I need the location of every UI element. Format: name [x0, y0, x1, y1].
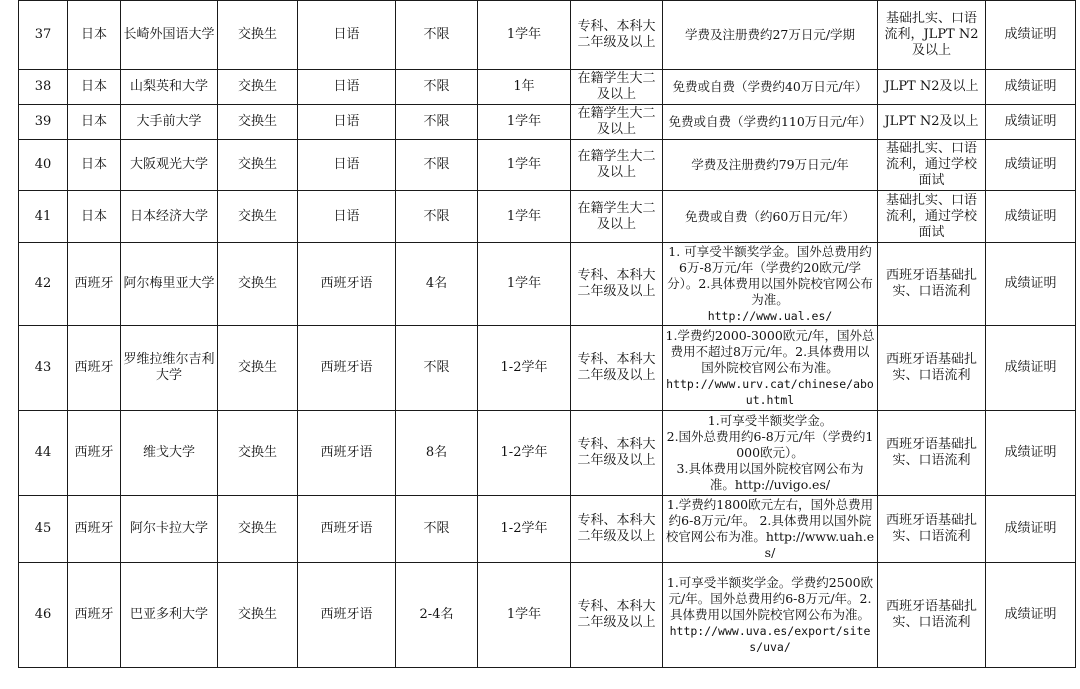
- cell-number: 41: [19, 191, 68, 243]
- cell-quota: 不限: [396, 140, 478, 191]
- cell-materials: 成绩证明: [986, 326, 1076, 411]
- cell-language: 日语: [298, 70, 396, 105]
- cell-quota: 不限: [396, 326, 478, 411]
- cell-number: 40: [19, 140, 68, 191]
- cell-country: 西班牙: [68, 411, 121, 496]
- cell-materials: 成绩证明: [986, 563, 1076, 668]
- cell-fees: [663, 105, 878, 140]
- cell-language-requirement: JLPT N2及以上: [878, 70, 986, 105]
- cell-number: 43: [19, 326, 68, 411]
- fee-line: 1.可享受半额奖学金。: [707, 413, 833, 428]
- cell-materials: 成绩证明: [986, 411, 1076, 496]
- cell-country: 日本: [68, 140, 121, 191]
- fee-line: 1. 可享受半额奖学金。国外总费用约6万-8万元/年（学费约20欧元/学分）。2.具体费用以国外院校官网公布为准。: [667, 244, 873, 307]
- cell-country: 西班牙: [68, 496, 121, 563]
- cell-duration: 1-2学年: [478, 411, 571, 496]
- cell-quota: 不限: [396, 70, 478, 105]
- cell-fees: [663, 326, 878, 411]
- cell-duration: 1-2学年: [478, 326, 571, 411]
- cell-eligibility: 专科、本科大二年级及以上: [571, 411, 663, 496]
- cell-materials: 成绩证明: [986, 140, 1076, 191]
- cell-program-type: 交换生: [218, 105, 298, 140]
- cell-quota: 4名: [396, 243, 478, 326]
- fee-line: 学费及注册费约79万日元/年: [691, 157, 849, 172]
- cell-quota: 2-4名: [396, 563, 478, 668]
- cell-university: 大手前大学: [121, 105, 218, 140]
- cell-quota: 8名: [396, 411, 478, 496]
- cell-number: 37: [19, 1, 68, 70]
- cell-language: 西班牙语: [298, 243, 396, 326]
- cell-university: 长崎外国语大学: [121, 1, 218, 70]
- cell-eligibility: 专科、本科大二年级及以上: [571, 496, 663, 563]
- cell-program-type: 交换生: [218, 140, 298, 191]
- cell-fees: [663, 140, 878, 191]
- cell-program-type: 交换生: [218, 563, 298, 668]
- cell-program-type: 交换生: [218, 496, 298, 563]
- cell-language-requirement: 基础扎实、口语流利，通过学校面试: [878, 191, 986, 243]
- cell-number: 45: [19, 496, 68, 563]
- cell-eligibility: 专科、本科大二年级及以上: [571, 563, 663, 668]
- cell-fees: [663, 191, 878, 243]
- cell-program-type: 交换生: [218, 411, 298, 496]
- fee-line: 1.学费约1800欧元左右，国外总费用约6-8万元/年。 2.具体费用以国外院校官网公布为准。http://www.uah.es/: [665, 497, 875, 560]
- cell-eligibility: 在籍学生大二及以上: [571, 70, 663, 105]
- cell-university: 阿尔卡拉大学: [121, 496, 218, 563]
- cell-quota: 不限: [396, 105, 478, 140]
- cell-quota: 不限: [396, 1, 478, 70]
- cell-duration: 1-2学年: [478, 496, 571, 563]
- table-row: [19, 1, 1076, 70]
- cell-university: 日本经济大学: [121, 191, 218, 243]
- table-row: [19, 105, 1076, 140]
- cell-materials: 成绩证明: [986, 243, 1076, 326]
- table-row: [19, 140, 1076, 191]
- exchange-program-table: [18, 0, 1076, 668]
- cell-language-requirement: 西班牙语基础扎实、口语流利: [878, 411, 986, 496]
- table-row: [19, 70, 1076, 105]
- cell-language: 日语: [298, 140, 396, 191]
- cell-eligibility: 在籍学生大二及以上: [571, 191, 663, 243]
- table-row: [19, 496, 1076, 563]
- cell-materials: 成绩证明: [986, 191, 1076, 243]
- cell-number: 42: [19, 243, 68, 326]
- cell-quota: 不限: [396, 191, 478, 243]
- table-row: [19, 191, 1076, 243]
- cell-language-requirement: 西班牙语基础扎实、口语流利: [878, 563, 986, 668]
- cell-language: 日语: [298, 1, 396, 70]
- fee-url: http://www.ual.es/: [707, 309, 833, 323]
- cell-language-requirement: 西班牙语基础扎实、口语流利: [878, 496, 986, 563]
- cell-number: 39: [19, 105, 68, 140]
- cell-number: 46: [19, 563, 68, 668]
- cell-country: 日本: [68, 70, 121, 105]
- cell-eligibility: 在籍学生大二及以上: [571, 105, 663, 140]
- cell-country: 西班牙: [68, 243, 121, 326]
- cell-country: 日本: [68, 105, 121, 140]
- cell-university: 维戈大学: [121, 411, 218, 496]
- cell-eligibility: 专科、本科大二年级及以上: [571, 326, 663, 411]
- cell-country: 日本: [68, 1, 121, 70]
- cell-language: 日语: [298, 191, 396, 243]
- fee-line: 1.可享受半额奖学金。学费约2500欧元/年。国外总费用约6-8万元/年。2.具体费用以国外院校官网公布为准。: [666, 575, 874, 622]
- fee-line: 免费或自费（学费约40万日元/年）: [672, 79, 868, 94]
- fee-url: http://www.uva.es/export/sites/uva/: [669, 624, 871, 654]
- table-row: [19, 411, 1076, 496]
- cell-fees: [663, 496, 878, 563]
- cell-program-type: 交换生: [218, 1, 298, 70]
- cell-fees: [663, 411, 878, 496]
- cell-language: 西班牙语: [298, 326, 396, 411]
- fee-line: 2.国外总费用约6-8万元/年（学费约1000欧元）。: [666, 429, 874, 460]
- cell-country: 日本: [68, 191, 121, 243]
- cell-duration: 1学年: [478, 563, 571, 668]
- cell-program-type: 交换生: [218, 243, 298, 326]
- fee-line: 1.学费约2000-3000欧元/年，国外总费用不超过8万元/年。2.具体费用以国外院校官网公布为准。: [665, 328, 875, 375]
- cell-language-requirement: 基础扎实、口语流利，JLPT N2及以上: [878, 1, 986, 70]
- cell-language: 西班牙语: [298, 411, 396, 496]
- cell-language: 日语: [298, 105, 396, 140]
- cell-duration: 1学年: [478, 191, 571, 243]
- cell-number: 38: [19, 70, 68, 105]
- table-row: [19, 326, 1076, 411]
- cell-language-requirement: 西班牙语基础扎实、口语流利: [878, 326, 986, 411]
- cell-duration: 1学年: [478, 140, 571, 191]
- fee-line: 3.具体费用以国外院校官网公布为准。http://uvigo.es/: [676, 461, 864, 492]
- cell-duration: 1年: [478, 70, 571, 105]
- fee-url: http://www.urv.cat/chinese/about.html: [666, 377, 874, 407]
- table-row: [19, 243, 1076, 326]
- cell-materials: 成绩证明: [986, 70, 1076, 105]
- cell-fees: [663, 563, 878, 668]
- cell-country: 西班牙: [68, 326, 121, 411]
- cell-eligibility: 专科、本科大二年级及以上: [571, 243, 663, 326]
- cell-program-type: 交换生: [218, 191, 298, 243]
- cell-fees: [663, 70, 878, 105]
- cell-country: 西班牙: [68, 563, 121, 668]
- cell-duration: 1学年: [478, 243, 571, 326]
- cell-fees: [663, 1, 878, 70]
- cell-materials: 成绩证明: [986, 496, 1076, 563]
- cell-fees: [663, 243, 878, 326]
- cell-language-requirement: 基础扎实、口语流利，通过学校面试: [878, 140, 986, 191]
- cell-duration: 1学年: [478, 105, 571, 140]
- fee-line: 学费及注册费约27万日元/学期: [684, 27, 856, 42]
- cell-university: 巴亚多利大学: [121, 563, 218, 668]
- cell-university: 阿尔梅里亚大学: [121, 243, 218, 326]
- cell-eligibility: 专科、本科大二年级及以上: [571, 1, 663, 70]
- cell-program-type: 交换生: [218, 70, 298, 105]
- fee-line: 免费或自费（约60万日元/年）: [684, 208, 856, 224]
- cell-number: 44: [19, 411, 68, 496]
- table-body: [19, 1, 1076, 668]
- cell-eligibility: 在籍学生大二及以上: [571, 140, 663, 191]
- cell-materials: 成绩证明: [986, 105, 1076, 140]
- cell-quota: 不限: [396, 496, 478, 563]
- cell-language-requirement: JLPT N2及以上: [878, 105, 986, 140]
- cell-language: 西班牙语: [298, 563, 396, 668]
- cell-language-requirement: 西班牙语基础扎实、口语流利: [878, 243, 986, 326]
- fee-line: 免费或自费（学费约110万日元/年）: [668, 114, 872, 129]
- cell-university: 大阪观光大学: [121, 140, 218, 191]
- cell-university: 山梨英和大学: [121, 70, 218, 105]
- cell-university: 罗维拉维尔吉利大学: [121, 326, 218, 411]
- table-row: [19, 563, 1076, 668]
- cell-materials: 成绩证明: [986, 1, 1076, 70]
- cell-language: 西班牙语: [298, 496, 396, 563]
- cell-duration: 1学年: [478, 1, 571, 70]
- cell-program-type: 交换生: [218, 326, 298, 411]
